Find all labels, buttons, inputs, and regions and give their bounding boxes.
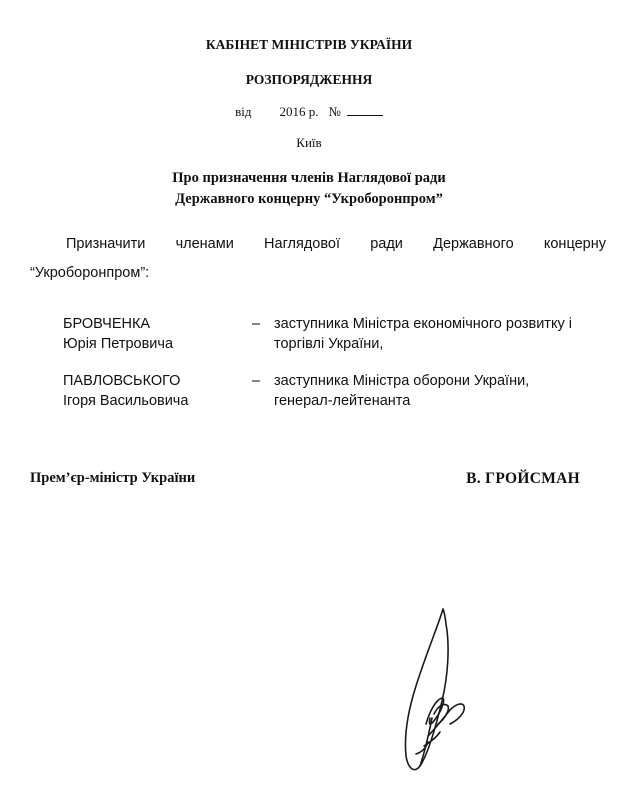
appointee-1-given-name: Юрія Петровича [63, 336, 174, 352]
city: Київ [296, 135, 322, 150]
body-word: членами [175, 236, 234, 252]
number-sign: № [328, 104, 341, 119]
appointee-1-position-line-2: торгівлі України, [274, 336, 384, 352]
appointee-1-surname: БРОВЧЕНКА [63, 316, 151, 332]
body-paragraph-line-1 [66, 236, 606, 252]
body-word: Наглядової [264, 236, 341, 252]
appointee-2-position-line-1: заступника Міністра оборони України, [274, 373, 530, 389]
body-word: Призначити [66, 236, 146, 252]
body-word: ради [370, 236, 403, 252]
number-blank [347, 114, 383, 116]
appointee-2-dash: – [252, 373, 261, 389]
signatory-title: Прем’єр-міністр України [30, 470, 196, 486]
date-line [0, 104, 618, 120]
appointee-1-position-line-1: заступника Міністра економічного розвитку і [274, 316, 572, 332]
appointee-2-given-name: Ігоря Васильовича [63, 393, 189, 409]
handwritten-signature [398, 606, 470, 778]
date-year: 2016 р. [279, 104, 319, 119]
body-word: концерну [543, 236, 606, 252]
title-line-2: Державного концерну “Укроборонпром” [175, 191, 443, 207]
cabinet-header: КАБІНЕТ МІНІСТРІВ УКРАЇНИ [205, 37, 413, 52]
body-word: Державного [433, 236, 514, 252]
appointee-2-surname: ПАВЛОВСЬКОГО [63, 373, 181, 389]
date-prefix: від [235, 104, 252, 119]
appointee-1-dash: – [252, 316, 261, 332]
body-paragraph-line-2: “Укроборонпром”: [30, 265, 150, 281]
signatory-name: В. ГРОЙСМАН [466, 470, 580, 487]
title-line-1: Про призначення членів Наглядової ради [172, 170, 446, 186]
document-type: РОЗПОРЯДЖЕННЯ [245, 72, 373, 87]
appointee-2-position-line-2: генерал-лейтенанта [274, 393, 411, 409]
